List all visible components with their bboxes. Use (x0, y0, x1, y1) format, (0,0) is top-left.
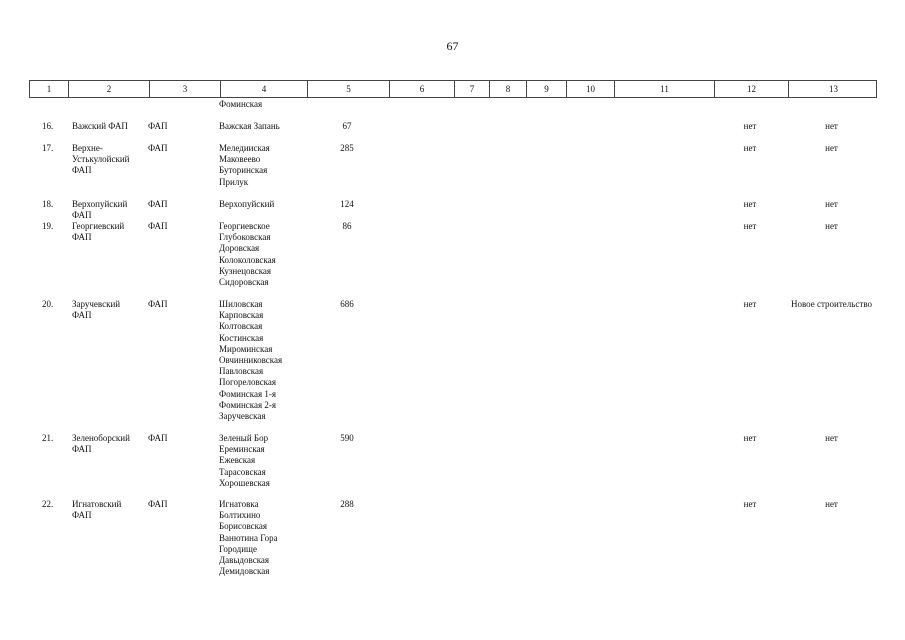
village-name: Костинская (219, 332, 264, 343)
village-name: Колоколовская (219, 254, 276, 265)
population: 86 (342, 221, 352, 231)
header-cell-11: 11 (614, 81, 714, 97)
facility-name-line: Устькулойский (72, 154, 130, 165)
village-name: Шиловская (219, 299, 263, 309)
village-name: Кузнецовская (219, 265, 272, 276)
header-cell-8: 8 (489, 81, 526, 97)
row-number: 21. (42, 433, 54, 443)
row-number: 22. (42, 499, 54, 509)
col12-value: нет (743, 299, 757, 309)
village-name: Болтихино (219, 510, 261, 521)
row-number: 19. (42, 221, 54, 231)
village-name: Георгиевское (219, 221, 270, 231)
village-name: Глубоковская (219, 232, 271, 243)
population: 67 (342, 121, 352, 131)
col13-value: нет (825, 121, 838, 131)
facility-name-line: Игнатовский (72, 499, 122, 509)
population: 124 (340, 199, 354, 209)
village-name: Карповская (219, 310, 264, 321)
facility-name-line: Верхопуйский (72, 199, 128, 209)
village-name: Павловская (219, 366, 264, 377)
facility-name-line: ФАП (72, 310, 92, 321)
facility-name-line: ФАП (72, 444, 92, 455)
header-cell-7: 7 (454, 81, 489, 97)
facility-type: ФАП (148, 299, 168, 309)
facility-type: ФАП (148, 433, 168, 443)
col12-value: нет (743, 121, 757, 131)
village-name: Буторинская (219, 165, 268, 176)
village-name: Овчинниковская (219, 355, 283, 365)
continuation-line: Фоминская (219, 99, 263, 109)
col12-value: нет (743, 221, 757, 231)
facility-name-line: Зеленоборский (72, 433, 130, 443)
table-header (29, 80, 877, 98)
row-number: 17. (42, 143, 54, 153)
col12-value: нет (743, 433, 757, 443)
col13-value: нет (825, 433, 838, 443)
village-name: Городище (219, 543, 257, 554)
village-name: Борисовская (219, 521, 268, 532)
village-name: Ежевская (219, 455, 256, 466)
header-cell-12: 12 (714, 81, 788, 97)
facility-name-line: Георгиевский (72, 221, 125, 231)
village-name: Ванютина Гора (219, 532, 278, 543)
village-name: Демидовская (219, 566, 270, 577)
facility-type: ФАП (148, 499, 168, 509)
village-name: Ереминская (219, 444, 265, 455)
population: 686 (340, 299, 354, 309)
facility-type: ФАП (148, 121, 168, 131)
facility-name-line: ФАП (72, 210, 92, 221)
village-name: Верхопуйский (219, 199, 275, 209)
col13-value: Новое строительство (790, 299, 873, 309)
village-name: Заручевская (219, 411, 266, 421)
header-cell-3: 3 (149, 81, 220, 97)
col13-value: нет (825, 199, 838, 209)
village-name: Прилук (219, 176, 249, 187)
header-cell-4: 4 (220, 81, 307, 97)
village-name: Тарасовская (219, 466, 266, 477)
facility-name-line: ФАП (72, 232, 92, 243)
facility-type: ФАП (148, 199, 168, 209)
col12-value: нет (743, 143, 757, 153)
village-name: Колтовская (219, 321, 263, 332)
village-name: Игнатовка (219, 499, 259, 509)
header-cell-5: 5 (307, 81, 389, 97)
facility-type: ФАП (148, 143, 168, 153)
col13-value: нет (825, 143, 838, 153)
village-name: Маковеево (219, 154, 261, 165)
village-name: Фоминская 2-я (219, 399, 277, 410)
col13-value: нет (825, 221, 838, 231)
village-name: Зеленый Бор (219, 433, 269, 443)
population: 590 (340, 433, 354, 443)
header-cell-1: 1 (46, 84, 52, 94)
population: 285 (340, 143, 354, 153)
row-number: 16. (42, 121, 54, 131)
page-number: 67 (446, 39, 459, 53)
header-cell-9: 9 (526, 81, 566, 97)
col12-value: нет (743, 499, 757, 509)
facility-name-line: Заручевский (72, 299, 121, 309)
population: 288 (340, 499, 354, 509)
header-cell-6: 6 (389, 81, 454, 97)
village-name: Давыдовская (219, 555, 270, 565)
village-name: Важская Запань (219, 121, 280, 131)
village-name: Сидоровская (219, 277, 269, 287)
row-number: 20. (42, 299, 54, 309)
village-name: Погореловская (219, 377, 277, 388)
village-name: Доровская (219, 243, 260, 254)
row-number: 18. (42, 199, 54, 209)
village-name: Фоминская 1-я (219, 388, 277, 399)
header-cell-10: 10 (566, 81, 614, 97)
col13-value: нет (825, 499, 838, 509)
village-name: Мироминская (219, 343, 273, 354)
facility-name-line: Важский ФАП (72, 121, 128, 131)
facility-name-line: ФАП (72, 165, 92, 176)
header-cell-2: 2 (68, 81, 149, 97)
village-name: Хорошевская (219, 477, 270, 488)
village-name: Меледииская (219, 143, 270, 153)
facility-name-line: Верхне- (72, 143, 103, 153)
facility-type: ФАП (148, 221, 168, 231)
facility-name-line: ФАП (72, 510, 92, 521)
col12-value: нет (743, 199, 757, 209)
header-cell-13: 13 (788, 81, 878, 97)
